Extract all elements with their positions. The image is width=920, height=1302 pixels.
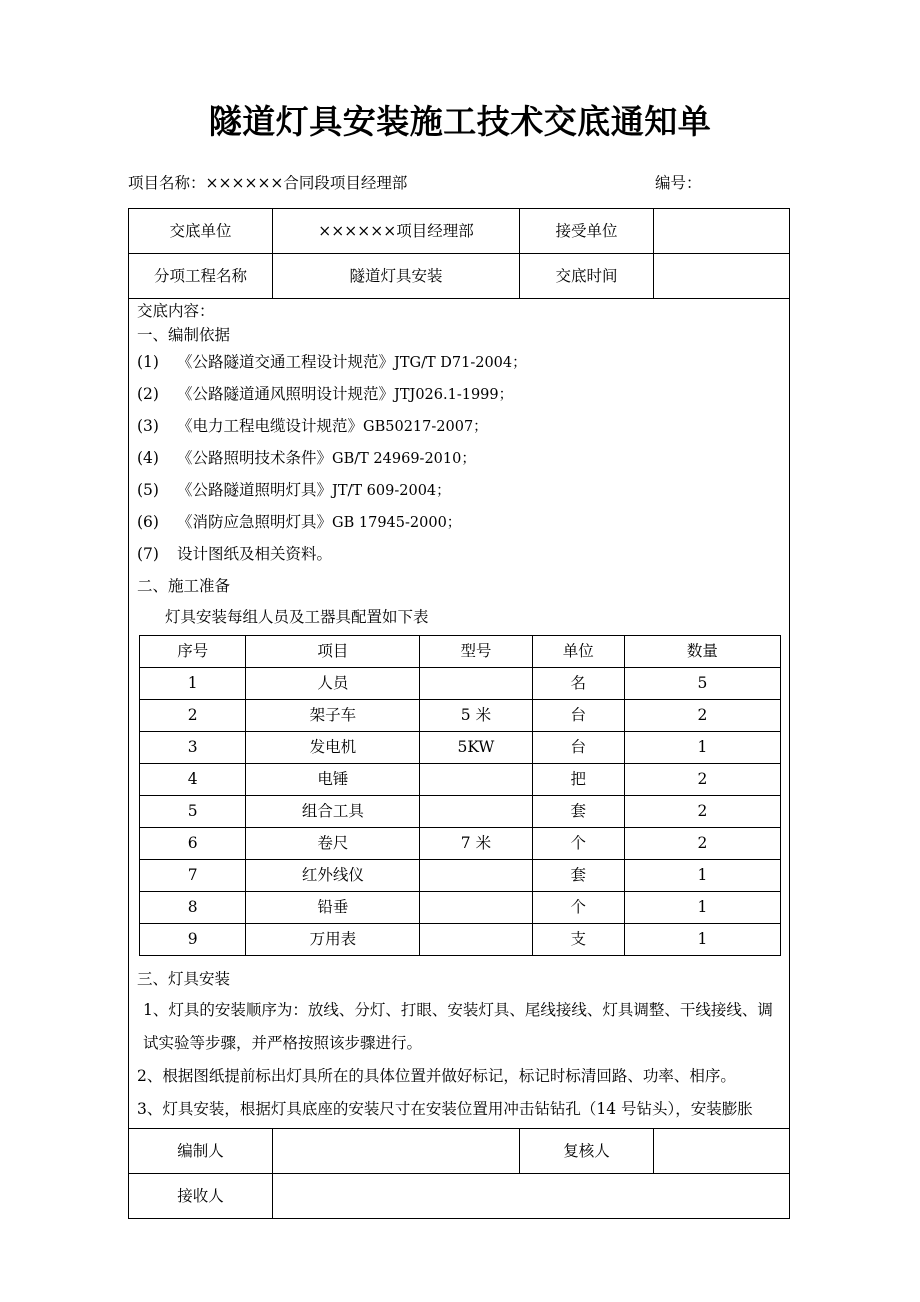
cell-qty: 1: [624, 892, 780, 924]
cell-item: 卷尺: [246, 828, 420, 860]
cell-no: 3: [140, 732, 246, 764]
cell-no: 7: [140, 860, 246, 892]
main-form-table: [128, 208, 790, 1219]
cell-item: 万用表: [246, 924, 420, 956]
document-number-label: 编号：: [655, 174, 702, 192]
subproject-name-value[interactable]: 隧道灯具安装: [273, 254, 520, 299]
column-header-model: 型号: [420, 636, 532, 668]
installation-paragraph-1: 1、灯具的安装顺序为：放线、分灯、打眼、安装灯具、尾线接线、灯具调整、干线接线、调试实验等步骤，并严格按照该步骤进行。: [143, 1001, 773, 1052]
cell-unit: 把: [532, 764, 624, 796]
equipment-table: [139, 635, 781, 956]
column-header-item: 项目: [246, 636, 420, 668]
cell-item: 架子车: [246, 700, 420, 732]
standard-number: (2): [137, 385, 159, 403]
cell-unit: 名: [532, 668, 624, 700]
table-row: [129, 209, 790, 254]
list-item: [137, 507, 781, 539]
standard-name: 设计图纸及相关资料。: [177, 545, 333, 563]
standard-name: 《公路隧道交通工程设计规范》: [177, 353, 395, 371]
table-row: [129, 1174, 790, 1219]
cell-qty: 1: [624, 924, 780, 956]
receiver-label: 接收人: [129, 1174, 273, 1219]
table-row: [140, 700, 781, 732]
disclosing-unit-label: 交底单位: [129, 209, 273, 254]
list-item: [137, 411, 781, 443]
cell-no: 5: [140, 796, 246, 828]
cell-no: 1: [140, 668, 246, 700]
section-heading-basis: 一、编制依据: [137, 326, 231, 344]
receiver-value[interactable]: [273, 1174, 790, 1219]
cell-qty: 1: [624, 732, 780, 764]
standard-code: GB 17945-2000；: [332, 515, 462, 531]
cell-no: 6: [140, 828, 246, 860]
disclosure-time-value[interactable]: [654, 254, 790, 299]
disclosure-time-label: 交底时间: [520, 254, 654, 299]
standard-code: GB/T 24969-2010；: [332, 451, 476, 467]
list-item: [137, 443, 781, 475]
section-heading-installation: 三、灯具安装: [137, 970, 231, 988]
table-row: [140, 796, 781, 828]
list-item: [137, 379, 781, 411]
standard-code: JT/T 609-2004；: [332, 483, 451, 499]
standard-number: (7): [137, 545, 159, 563]
disclosure-content-cell: [129, 299, 790, 1129]
standard-number: (6): [137, 513, 159, 531]
table-row: [140, 732, 781, 764]
cell-qty: 2: [624, 796, 780, 828]
table-row: [140, 668, 781, 700]
cell-item: 组合工具: [246, 796, 420, 828]
cell-model: [420, 796, 532, 828]
standard-name: 《公路隧道通风照明设计规范》: [177, 385, 395, 403]
reviewer-value[interactable]: [654, 1129, 790, 1174]
standard-name: 《公路照明技术条件》: [177, 449, 333, 467]
standard-name: 《公路隧道照明灯具》: [177, 481, 333, 499]
cell-unit: 台: [532, 732, 624, 764]
section-heading-preparation: 二、施工准备: [137, 577, 231, 595]
cell-qty: 2: [624, 700, 780, 732]
reviewer-label: 复核人: [520, 1129, 654, 1174]
cell-model: 5 米: [420, 700, 532, 732]
standard-code: JTG/T D71-2004；: [394, 355, 527, 371]
cell-no: 8: [140, 892, 246, 924]
equipment-table-wrapper: [129, 633, 789, 960]
cell-model: [420, 668, 532, 700]
cell-model: 5KW: [420, 732, 532, 764]
cell-no: 9: [140, 924, 246, 956]
installation-paragraph-2: 2、根据图纸提前标出灯具所在的具体位置并做好标记，标记时标清回路、功率、相序。: [137, 1067, 736, 1085]
cell-model: [420, 924, 532, 956]
installation-body-block: [129, 960, 789, 1128]
cell-qty: 2: [624, 764, 780, 796]
cell-unit: 套: [532, 860, 624, 892]
receiving-unit-label: 接受单位: [520, 209, 654, 254]
list-item: [137, 347, 781, 379]
cell-item: 发电机: [246, 732, 420, 764]
cell-unit: 套: [532, 796, 624, 828]
project-header-line: [128, 170, 790, 196]
column-header-no: 序号: [140, 636, 246, 668]
cell-unit: 台: [532, 700, 624, 732]
receiving-unit-value[interactable]: [654, 209, 790, 254]
table-row: [140, 764, 781, 796]
cell-item: 铅垂: [246, 892, 420, 924]
cell-model: [420, 892, 532, 924]
project-name-label: 项目名称：××××××合同段项目经理部: [128, 174, 408, 192]
standard-number: (4): [137, 449, 159, 467]
cell-unit: 支: [532, 924, 624, 956]
table-row: [140, 892, 781, 924]
cell-unit: 个: [532, 892, 624, 924]
cell-model: [420, 860, 532, 892]
standard-number: (3): [137, 417, 159, 435]
preparer-label: 编制人: [129, 1129, 273, 1174]
cell-model: [420, 764, 532, 796]
table-row: [140, 828, 781, 860]
standard-code: GB50217-2007；: [363, 419, 488, 435]
standard-number: (5): [137, 481, 159, 499]
cell-qty: 2: [624, 828, 780, 860]
standard-code: JTJ026.1-1999；: [394, 387, 514, 403]
cell-qty: 1: [624, 860, 780, 892]
list-item: [137, 539, 781, 571]
column-header-qty: 数量: [624, 636, 780, 668]
cell-no: 4: [140, 764, 246, 796]
cell-item: 红外线仪: [246, 860, 420, 892]
page-title: 隧道灯具安装施工技术交底通知单: [208, 102, 712, 141]
cell-item: 人员: [246, 668, 420, 700]
subproject-name-label: 分项工程名称: [129, 254, 273, 299]
cell-model: 7 米: [420, 828, 532, 860]
preparer-value[interactable]: [273, 1129, 520, 1174]
column-header-unit: 单位: [532, 636, 624, 668]
content-top-block: [129, 299, 789, 633]
equipment-table-caption: 灯具安装每组人员及工器具配置如下表: [165, 608, 429, 626]
cell-item: 电锤: [246, 764, 420, 796]
table-row: [140, 924, 781, 956]
standard-name: 《电力工程电缆设计规范》: [177, 417, 364, 435]
table-row: [129, 1129, 790, 1174]
content-intro-label: 交底内容：: [137, 302, 215, 320]
list-item: [137, 475, 781, 507]
standard-name: 《消防应急照明灯具》: [177, 513, 333, 531]
installation-paragraph-3: 3、灯具安装，根据灯具底座的安装尺寸在安装位置用冲击钻钻孔（14 号钻头），安装膨胀: [137, 1100, 753, 1118]
table-header-row: [140, 636, 781, 668]
cell-no: 2: [140, 700, 246, 732]
cell-qty: 5: [624, 668, 780, 700]
table-row: [140, 860, 781, 892]
cell-unit: 个: [532, 828, 624, 860]
table-row: [129, 254, 790, 299]
standard-number: (1): [137, 353, 159, 371]
disclosing-unit-value[interactable]: ××××××项目经理部: [273, 209, 520, 254]
table-row: [129, 299, 790, 1129]
